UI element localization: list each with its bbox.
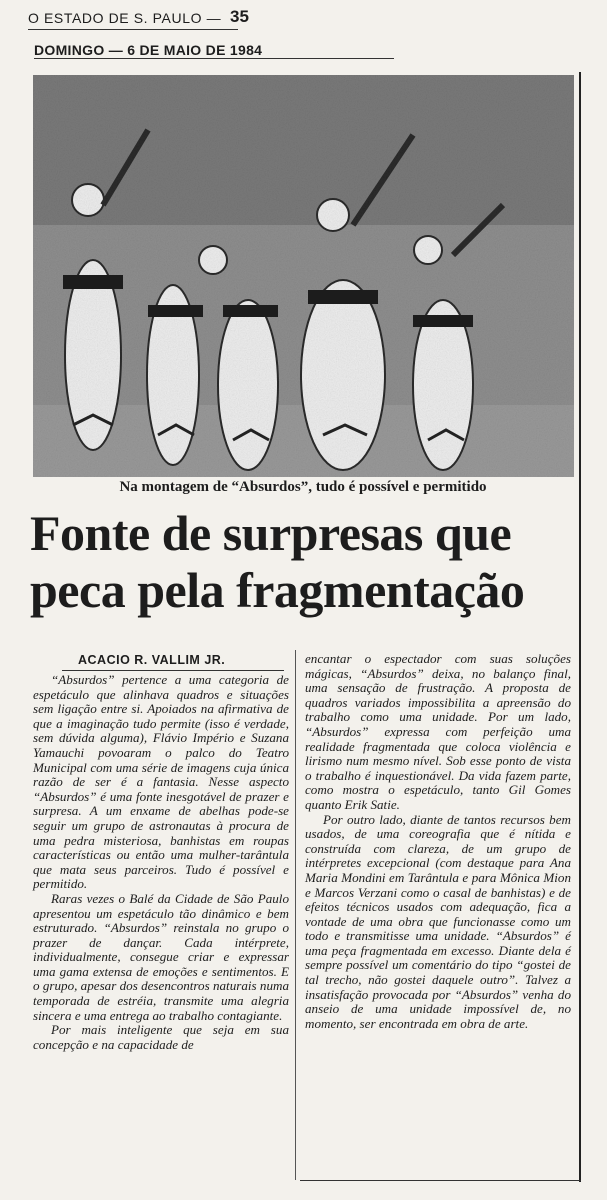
headline-line-1: Fonte de surpresas que <box>30 505 512 561</box>
frame-border-right <box>579 72 581 1182</box>
paragraph: “Absurdos” pertence a uma categoria de espetáculo que alinhava quadros e situações sem ligação entre si. Apoiados na afirmativa de que a imaginação tudo permite (isso é verdade, sem dúvida alguma), Flávio Império e Suzana Yamauchi povoaram o palco do Teatro Municipal com uma série de imagens cuja única razão de ser é a fantasia. Nesse aspecto “Absurdos” é uma fonte inesgotável de prazer e surpresa. A um enxame de abelhas pode-se seguir um grupo de astronautas à procura de uma pedra misteriosa, banhistas em roupas características ou então uma mulher-tarântula que mata seus parceiros. Tudo é possível e permitido. <box>33 672 289 892</box>
paragraph: encantar o espectador com suas soluções mágicas, “Absurdos” deixa, no balanço final, uma sensação de frustração. A proposta de quadros variados impossibilita a apreensão do trabalho como uma unidade. Por um lado, “Absurdos” expressa com perfeição uma realidade fragmentada que coloca violência e lirismo num mesmo nível. Sob esse ponto de vista o trabalho é inquestionável. Da vida fazem parte, como mostra o espetáculo, tanto Gil Gomes quanto Erik Satie. <box>305 651 571 812</box>
paragraph: Por mais inteligente que seja em sua concepção e na capacidade de <box>33 1022 289 1052</box>
date-line: DOMINGO — 6 DE MAIO DE 1984 <box>34 42 263 58</box>
article-column-right <box>305 652 571 1031</box>
dance-photo <box>33 75 574 477</box>
frame-border-bottom <box>300 1180 581 1181</box>
photo-caption: Na montagem de “Absurdos”, tudo é possível e permitido <box>119 479 487 495</box>
paragraph: Por outro lado, diante de tantos recursos bem usados, de uma coreografia que é nítida e construída com clareza, de um grupo de intérpretes excepcional (com destaque para Ana Maria Mondini em Tarântula e para Mônica Mion e Marcos Verzani como o casal de banhistas) e de efeitos técnicos usados com adequação, fica a vontade de uma obra que funcionasse como um todo e transmitisse uma unidade. “Absurdos” é uma peça fragmentada em excesso. Diante dela é sempre possível um comentário do tipo “gostei de tal trecho, não gostei daquele outro”. Talvez a insatisfação provocada por “Absurdos” venha do anseio de uma unidade impossível de, no momento, ser encontrada em obra de arte. <box>305 811 571 1031</box>
header-rule <box>28 29 238 30</box>
byline-rule <box>62 670 284 671</box>
byline: ACACIO R. VALLIM JR. <box>78 653 226 667</box>
newspaper-name: O ESTADO DE S. PAULO — <box>28 10 222 26</box>
column-divider <box>295 650 296 1180</box>
page-number: 35 <box>230 7 249 26</box>
headline-line-2: peca pela fragmentação <box>30 562 525 618</box>
paragraph: Raras vezes o Balé da Cidade de São Paulo apresentou um espetáculo tão dinâmico e bem estruturado. “Absurdos” reinstala no grupo o prazer de dançar. Cada intérprete, individualmente, consegue criar e expressar uma gama extensa de emoções e sentimentos. E o grupo, apesar dos desencontros naturais numa temporada de estréia, transmite uma alegria sincera e uma entrega ao trabalho contagiante. <box>33 890 289 1023</box>
headline <box>30 505 590 619</box>
date-rule <box>34 58 394 59</box>
article-column-left <box>33 673 289 1052</box>
